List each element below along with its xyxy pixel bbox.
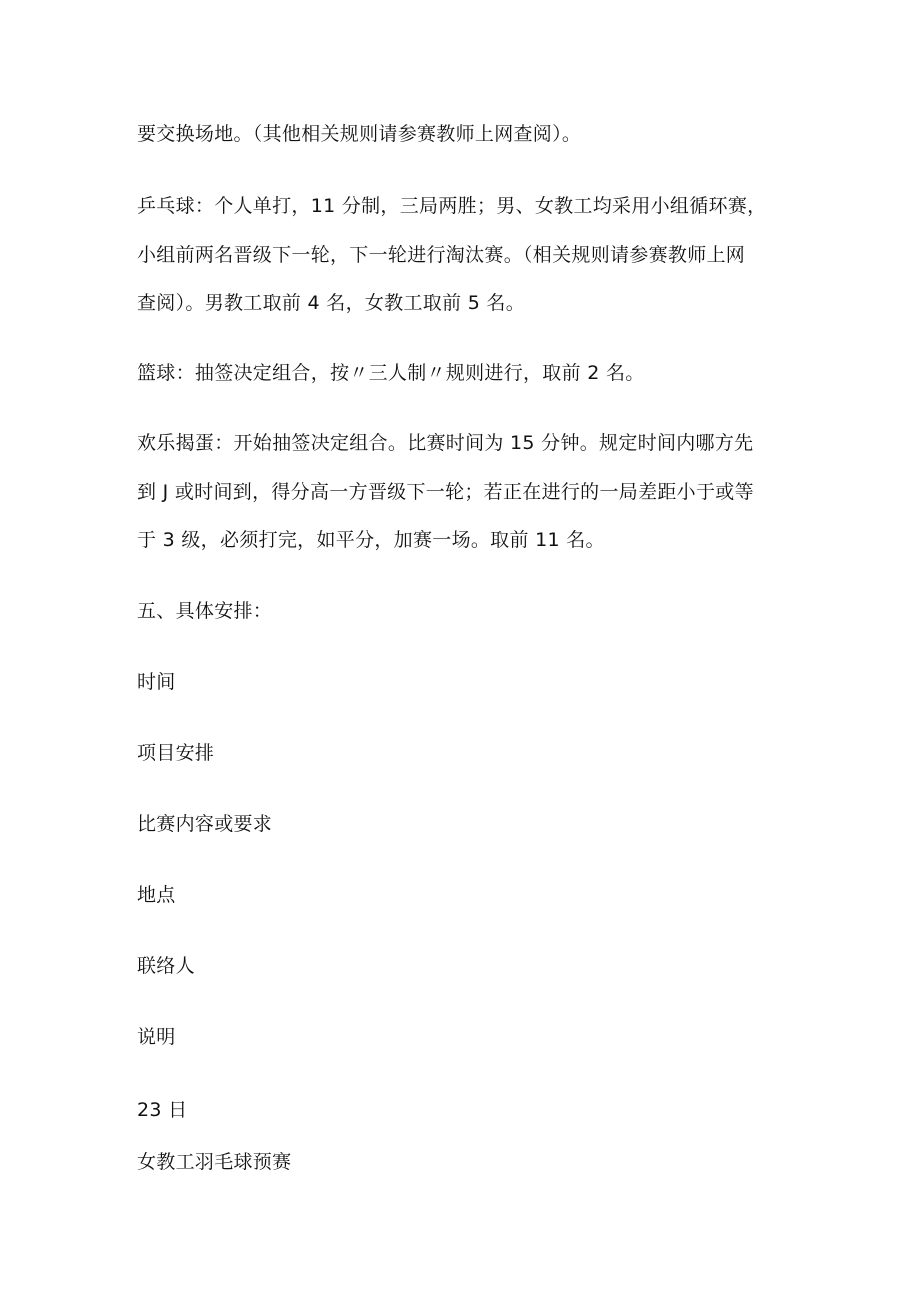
table-header-content: 比赛内容或要求 bbox=[137, 813, 273, 835]
table-header-time: 时间 bbox=[137, 671, 176, 693]
paragraph-card-game-line-3: 于 3 级，必须打完，如平分，加赛一场。取前 11 名。 bbox=[137, 529, 605, 551]
table-header-location: 地点 bbox=[137, 884, 176, 906]
paragraph-badminton-rules-end: 要交换场地。（其他相关规则请参赛教师上网查阅）。 bbox=[137, 123, 582, 145]
paragraph-card-game-line-2: 到 J 或时间到，得分高一方晋级下一轮；若正在进行的一局差距小于或等 bbox=[137, 481, 754, 503]
table-header-notes: 说明 bbox=[137, 1026, 176, 1048]
paragraph-table-tennis-line-2: 小组前两名晋级下一轮，下一轮进行淘汰赛。（相关规则请参赛教师上网 bbox=[137, 244, 746, 266]
paragraph-table-tennis-line-1: 乒乓球：个人单打，11 分制，三局两胜；男、女教工均采用小组循环赛， bbox=[137, 195, 767, 217]
paragraph-card-game-line-1: 欢乐揭蛋：开始抽签决定组合。比赛时间为 15 分钟。规定时间内哪方先 bbox=[137, 432, 754, 454]
table-cell-event: 女教工羽毛球预赛 bbox=[137, 1151, 292, 1173]
section-heading-schedule: 五、具体安排： bbox=[137, 600, 273, 622]
table-cell-date: 23 日 bbox=[137, 1099, 188, 1121]
paragraph-basketball: 篮球：抽签决定组合，按〃三人制〃规则进行，取前 2 名。 bbox=[137, 362, 645, 384]
paragraph-table-tennis-line-3: 查阅）。男教工取前 4 名，女教工取前 5 名。 bbox=[137, 292, 526, 314]
table-header-contact: 联络人 bbox=[137, 955, 195, 977]
table-header-event: 项目安排 bbox=[137, 742, 215, 764]
